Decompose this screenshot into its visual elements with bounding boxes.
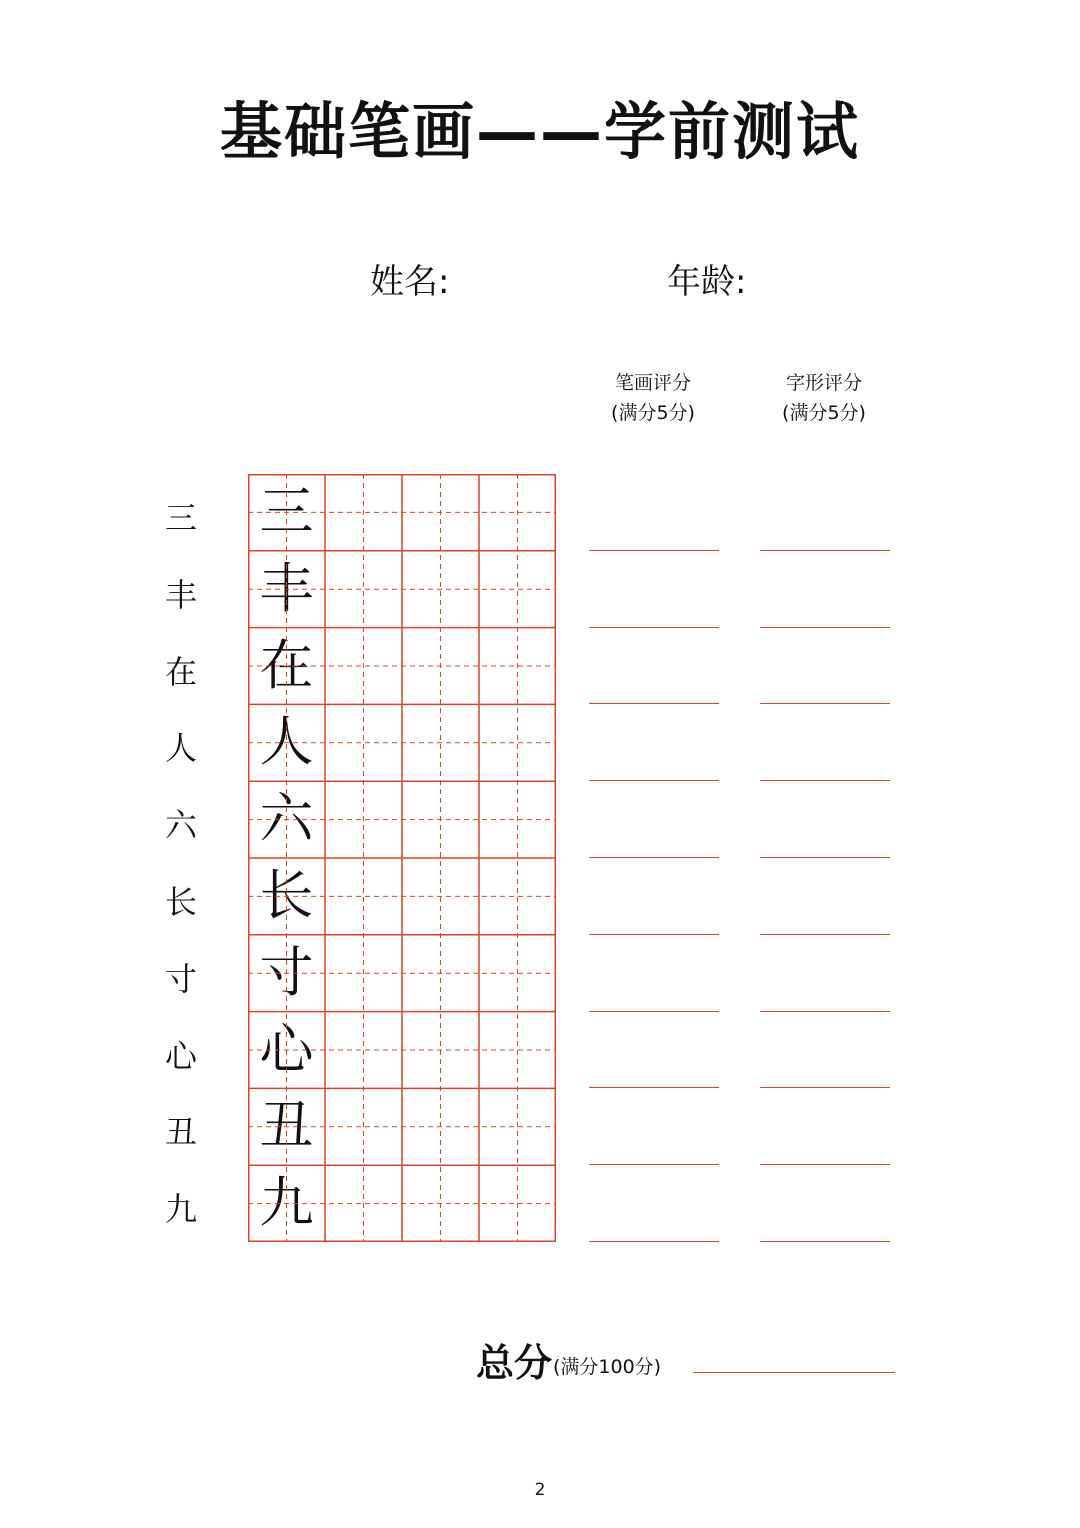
stroke-score-line[interactable] <box>589 1011 719 1012</box>
model-character: 寸 <box>259 940 314 1004</box>
name-label: 姓名: <box>370 262 450 302</box>
stroke-score-line[interactable] <box>589 703 719 704</box>
shape-score-header <box>744 368 904 428</box>
row-label: 丰 <box>164 575 197 614</box>
total-score-label: 总分 <box>476 1341 553 1385</box>
shape-score-line[interactable] <box>760 1011 890 1012</box>
row-label: 在 <box>164 652 197 691</box>
stroke-score-header-title: 笔画评分 <box>614 372 691 394</box>
shape-score-line[interactable] <box>760 627 890 628</box>
age-label: 年龄: <box>667 262 747 302</box>
model-character: 六 <box>259 787 314 851</box>
stroke-score-line[interactable] <box>589 1241 719 1242</box>
shape-score-line[interactable] <box>760 780 890 781</box>
shape-score-line[interactable] <box>760 857 890 858</box>
stroke-score-line[interactable] <box>589 1087 719 1088</box>
model-character: 人 <box>259 710 314 774</box>
shape-score-header-title: 字形评分 <box>785 372 862 394</box>
shape-score-line[interactable] <box>760 550 890 551</box>
tianzige-grid <box>248 474 556 1242</box>
page-title: 基础笔画——学前测试 <box>219 95 860 168</box>
model-character: 九 <box>259 1171 314 1235</box>
model-character: 在 <box>259 633 314 697</box>
row-label: 长 <box>164 883 197 921</box>
shape-score-line[interactable] <box>760 703 890 704</box>
shape-score-line[interactable] <box>760 1241 890 1242</box>
model-character: 长 <box>259 864 314 927</box>
stroke-score-line[interactable] <box>589 857 719 858</box>
model-character: 三 <box>259 480 314 543</box>
model-character: 丰 <box>259 556 314 620</box>
row-label: 丑 <box>164 1113 197 1152</box>
stroke-score-header <box>573 368 733 428</box>
row-label: 心 <box>164 1036 197 1075</box>
shape-score-line[interactable] <box>760 1164 890 1165</box>
row-label: 六 <box>164 806 197 845</box>
row-label: 九 <box>164 1190 197 1229</box>
row-label: 三 <box>164 499 197 537</box>
stroke-score-line[interactable] <box>589 780 719 781</box>
shape-score-header-note: (满分5分) <box>782 402 866 424</box>
stroke-score-header-note: (满分5分) <box>611 402 695 424</box>
total-score-note: (满分100分) <box>553 1356 662 1378</box>
stroke-score-line[interactable] <box>589 934 719 935</box>
stroke-score-line[interactable] <box>589 550 719 551</box>
model-character: 心 <box>259 1017 314 1081</box>
stroke-score-line[interactable] <box>589 627 719 628</box>
shape-score-line[interactable] <box>760 934 890 935</box>
stroke-score-line[interactable] <box>589 1164 719 1165</box>
total-score-line[interactable] <box>693 1372 895 1373</box>
model-character: 丑 <box>259 1094 314 1158</box>
page-number: 2 <box>534 1480 546 1500</box>
row-label: 人 <box>164 729 197 768</box>
row-label: 寸 <box>164 959 197 998</box>
shape-score-line[interactable] <box>760 1087 890 1088</box>
